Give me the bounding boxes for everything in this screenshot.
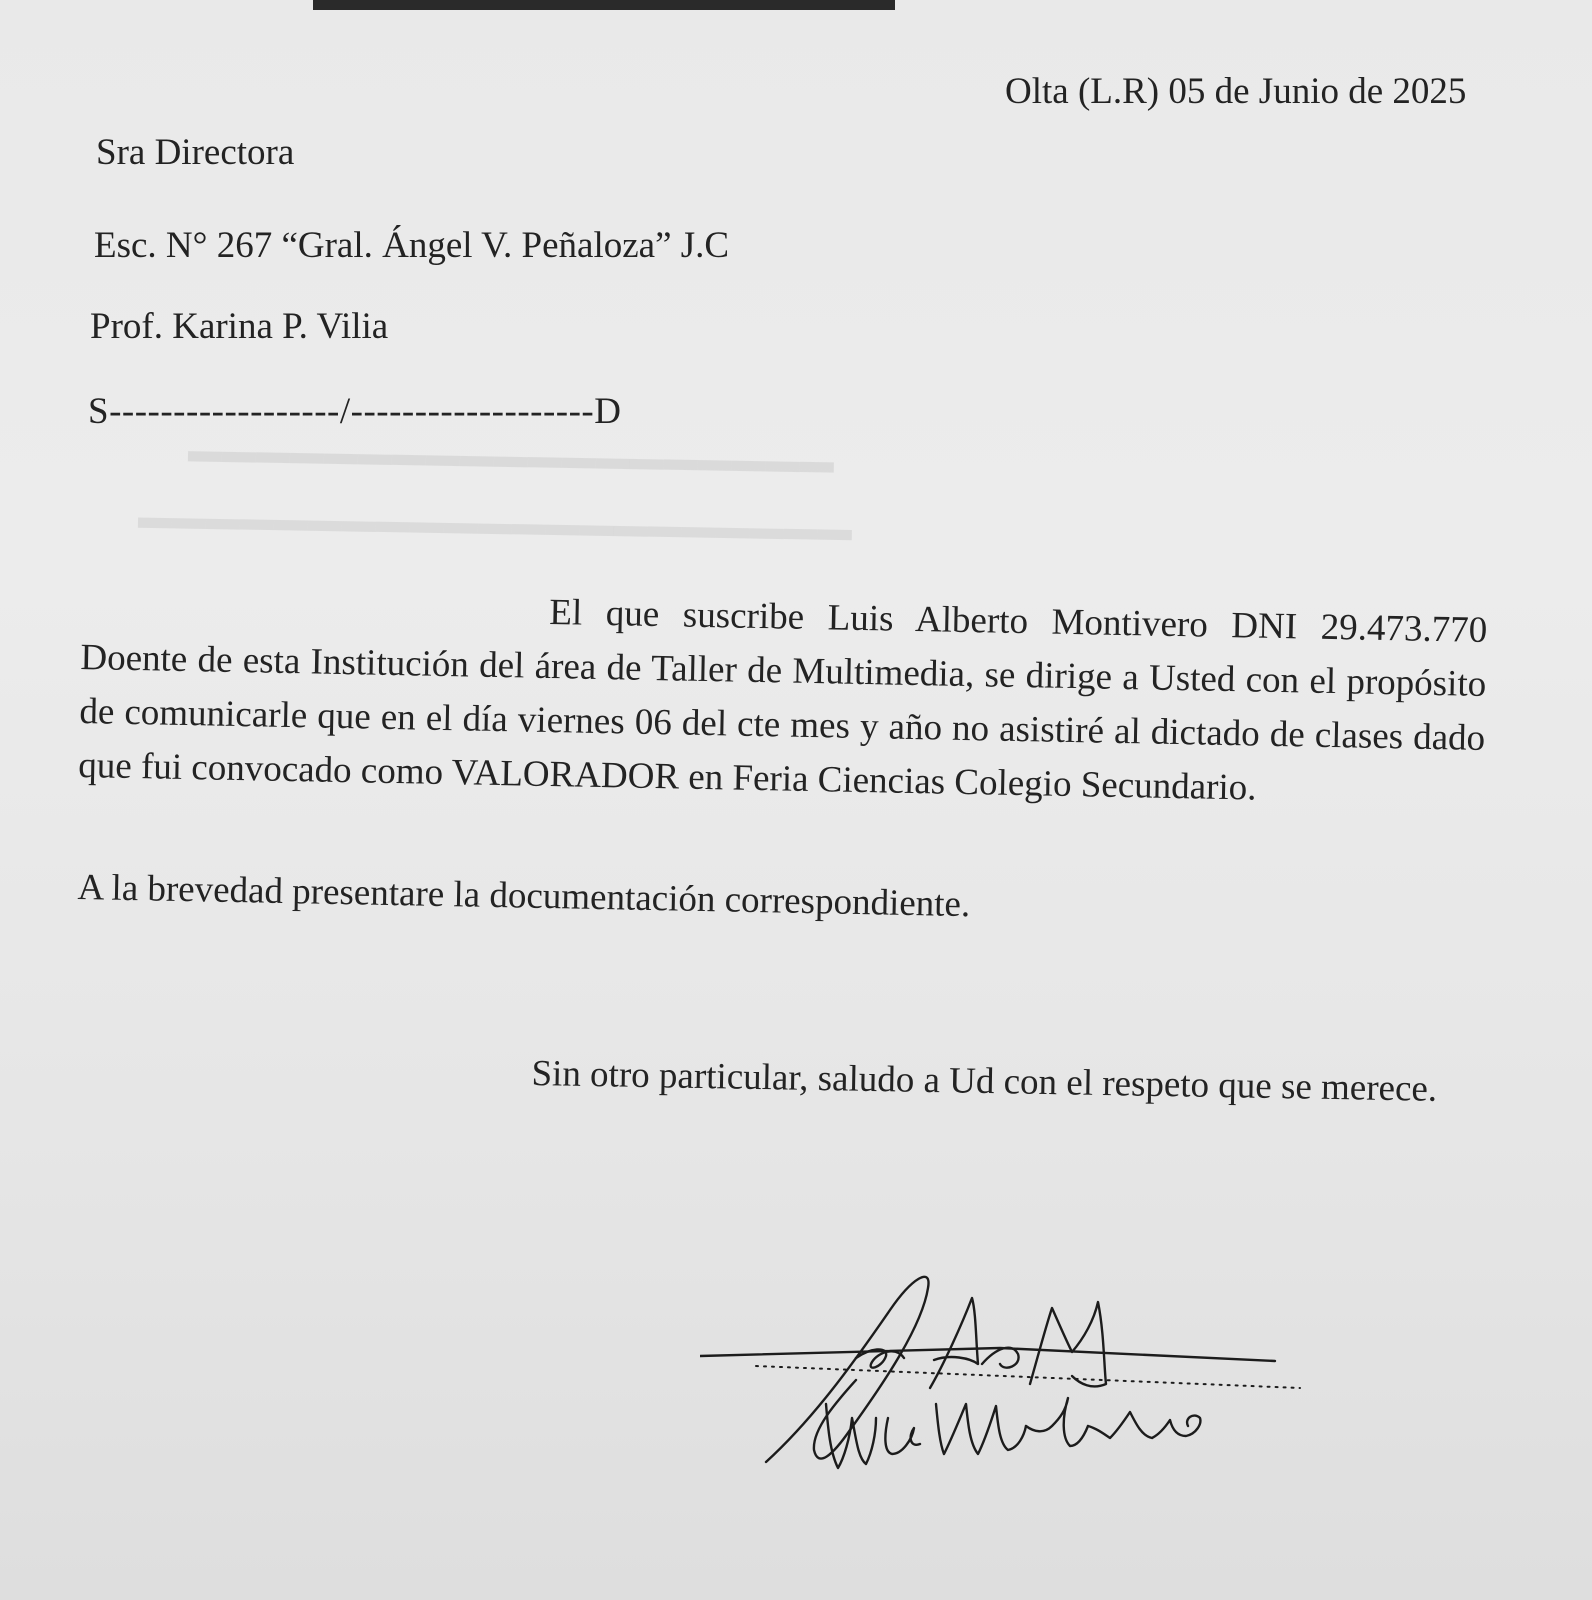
followup-paragraph: A la brevedad presentare la documentación correspondiente. [77, 866, 971, 926]
recipient-line: Sra Directora [96, 132, 295, 173]
top-edge-tab [313, 0, 895, 10]
body-paragraph: El que suscribe Luis Alberto Montivero DNI 29.473.770 Doente de esta Institución del área de Taller de Multimedia, se dirige a Usted con el propósito de comunicarle que en el día viernes 06 del cte mes y año no asistiré al dictado de clases dado que fui convocado como VALORADOR en Feria Ciencias Colegio Secundario. [77, 591, 1488, 809]
teacher-line: Prof. Karina P. Vilia [90, 306, 389, 347]
letter-date: Olta (L.R) 05 de Junio de 2025 [1005, 71, 1467, 112]
bleed-through-shadow: ▬▬▬▬▬▬▬▬▬▬▬▬▬▬▬▬▬▬▬▬▬ [137, 498, 853, 549]
su-despacho-line: S------------------/-------------------D [88, 391, 622, 432]
handwritten-signature [700, 1268, 1340, 1498]
bleed-through-shadow: ▬▬▬▬▬▬▬▬▬▬▬▬▬▬▬▬▬▬▬ [187, 432, 835, 481]
closing-paragraph: Sin otro particular, saludo a Ud con el respeto que se merece. [531, 1053, 1438, 1110]
school-line: Esc. N° 267 “Gral. Ángel V. Peñaloza” J.C [94, 225, 730, 266]
